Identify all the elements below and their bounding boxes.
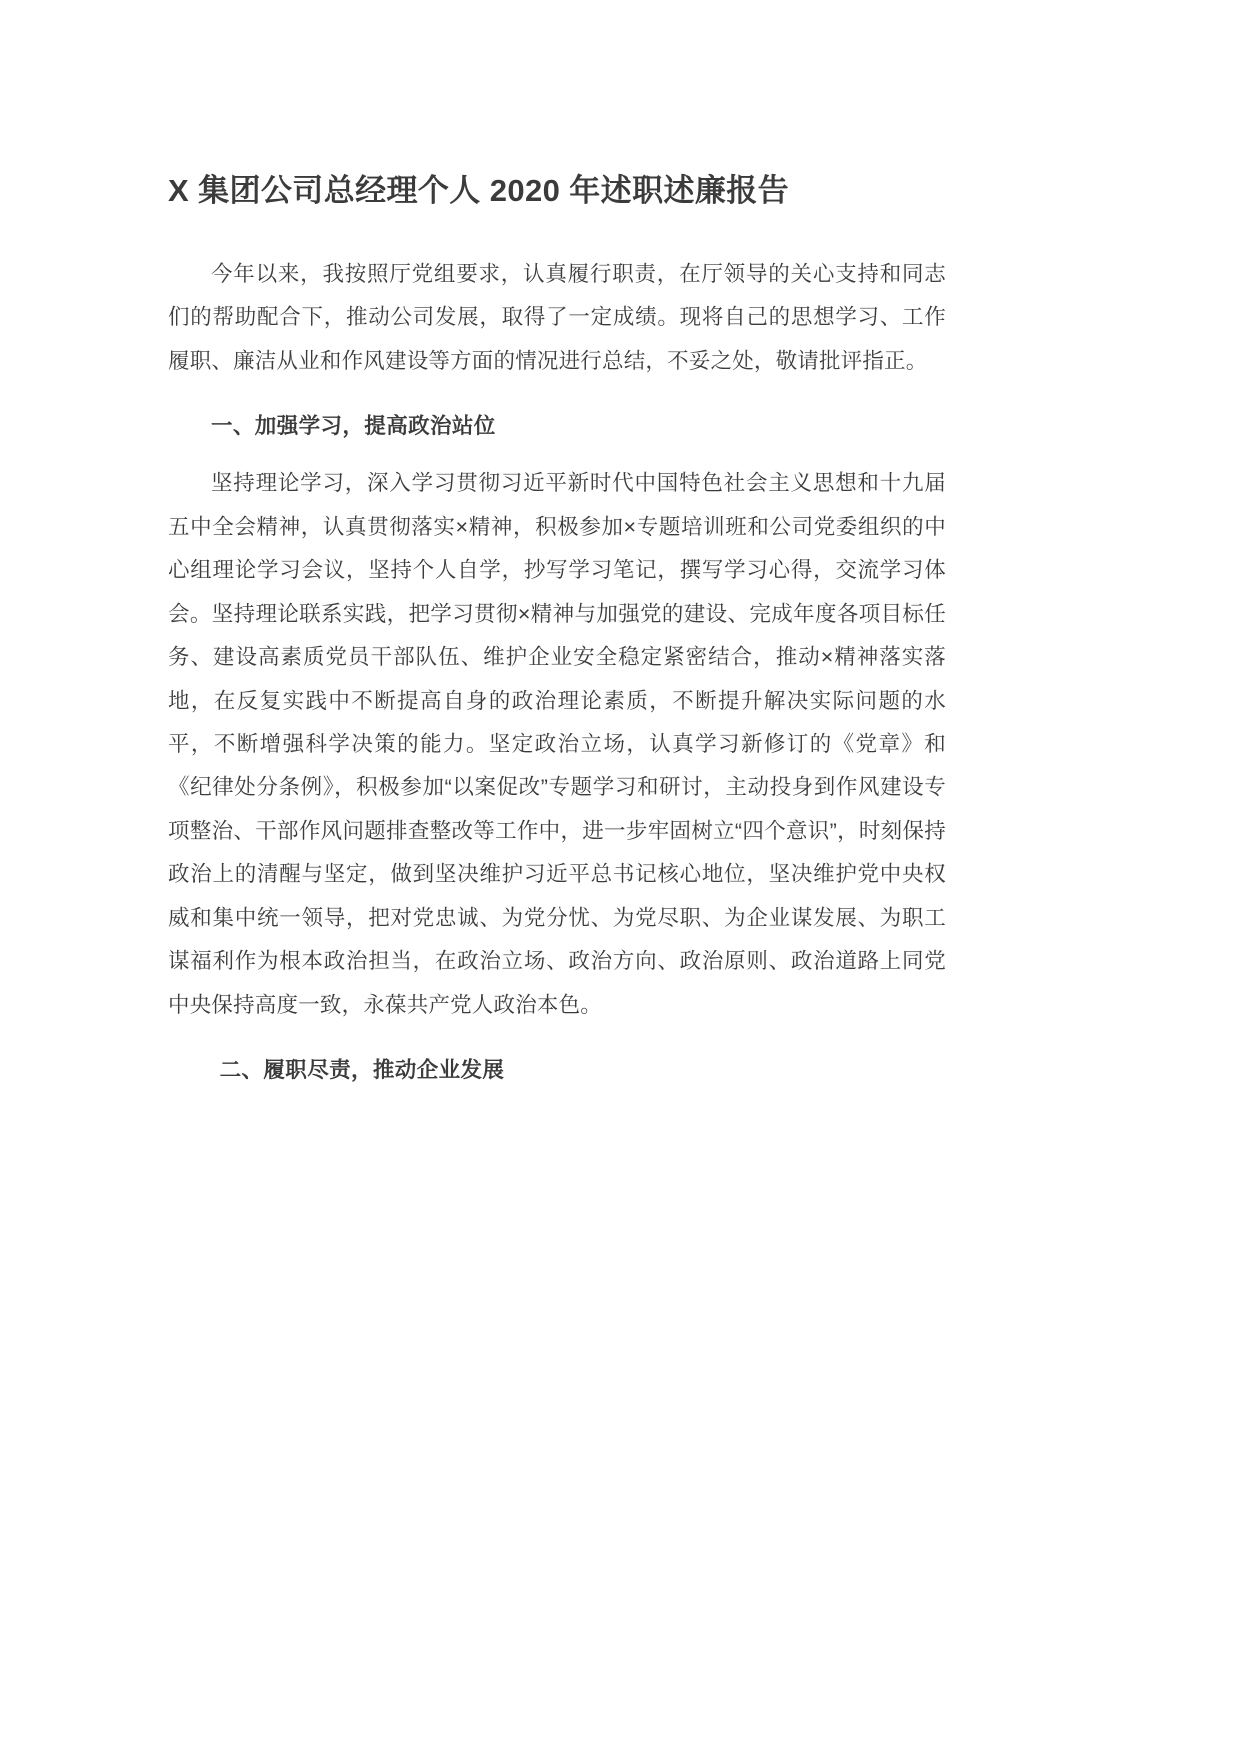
intro-paragraph: 今年以来，我按照厅党组要求，认真履行职责，在厅领导的关心支持和同志们的帮助配合下，推动公司发展，取得了一定成绩。现将自己的思想学习、工作履职、廉洁从业和作风建设等方面的情况进行总结，不妥之处，敬请批评指正。 [168,261,946,373]
section-one-body-paragraph: 坚持理论学习，深入学习贯彻习近平新时代中国特色社会主义思想和十九届五中全会精神，认真贯彻落实×精神，积极参加×专题培训班和公司党委组织的中心组理论学习会议，坚持个人自学，抄写学习笔记，撰写学习心得，交流学习体会。坚持理论联系实践，把学习贯彻×精神与加强党的建设、完成年度各项目标任务、建设高素质党员干部队伍、维护企业安全稳定紧密结合，推动×精神落实落地，在反复实践中不断提高自身的政治理论素质，不断提升解决实际问题的水平，不断增强科学决策的能力。坚定政治立场，认真学习新修订的《党章》和《纪律处分条例》，积极参加“以案促改”专题学习和研讨，主动投身到作风建设专项整治、干部作风问题排查整改等工作中，进一步牢固树立“四个意识”，时刻保持政治上的清醒与坚定，做到坚决维护习近平总书记核心地位，坚决维护党中央权威和集中统一领导，把对党忠诚、为党分忧、为党尽职、为企业谋发展、为职工谋福利作为根本政治担当，在政治立场、政治方向、政治原则、政治道路上同党中央保持高度一致，永葆共产党人政治本色。 [168,471,946,1017]
section-heading-two: 二、履职尽责，推动企业发展 [219,1057,505,1082]
section-heading-one: 一、加强学习，提高政治站位 [211,414,496,439]
document-content [168,0,946,1092]
page-title: X 集团公司总经理个人 2020 年述职述廉报告 [168,173,790,208]
